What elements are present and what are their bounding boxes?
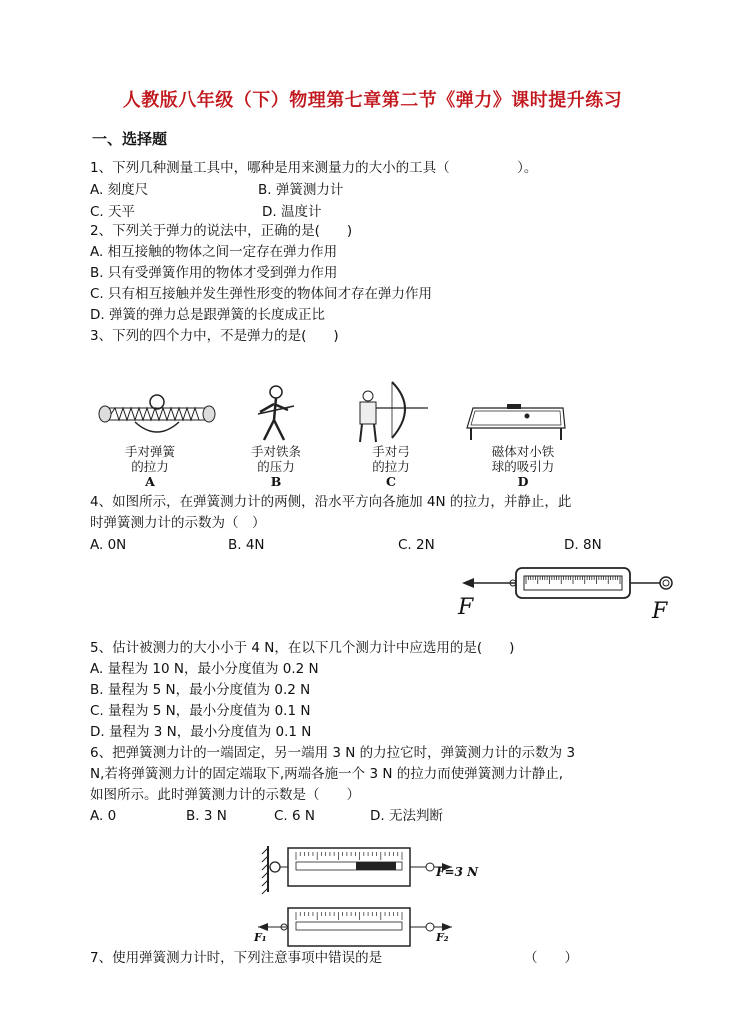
q6-f2-label: F₂ — [436, 931, 449, 944]
q5-option-c: C. 量程为 5 N，最小分度值为 0.1 N — [90, 703, 311, 719]
q6-option-a: A. 0 — [90, 808, 117, 824]
figure-b-press-iron — [252, 384, 300, 444]
figure-q6-spring-scales — [256, 842, 486, 948]
q6-option-d: D. 无法判断 — [370, 808, 443, 824]
q1-option-a: A. 刻度尺 — [90, 182, 149, 198]
q4-force-left-label: F — [458, 595, 474, 620]
q5-stem: 5、估计被测力的大小小于 4 N，在以下几个测力计中应选用的是( ) — [90, 640, 515, 656]
q4-stem-line1: 4、如图所示，在弹簧测力计的两侧，沿水平方向各施加 4N 的拉力，并静止，此 — [90, 494, 572, 510]
q6-force-label: F=3 N — [436, 865, 479, 879]
q5-option-d: D. 量程为 3 N，最小分度值为 0.1 N — [90, 724, 312, 740]
q4-force-right-label: F — [652, 599, 668, 624]
q3-caption-a: 手对弹簧 的拉力 A — [124, 444, 175, 489]
q7-stem: 7、使用弹簧测力计时，下列注意事项中错误的是 — [90, 950, 383, 966]
q2-option-c: C. 只有相互接触并发生弹性形变的物体间才存在弹力作用 — [90, 286, 433, 302]
figure-a-spring-stretch — [95, 392, 220, 447]
figure-q4-spring-scale — [458, 562, 678, 624]
q4-stem-line2: 时弹簧测力计的示数为（ ） — [90, 515, 266, 531]
q6-option-c: C. 6 N — [274, 808, 315, 824]
q6-stem-line2: N,若将弹簧测力计的固定端取下,两端各施一个 3 N 的拉力而使弹簧测力计静止, — [90, 766, 564, 782]
q1-option-d: D. 温度计 — [262, 204, 322, 220]
figure-c-pull-bow — [350, 378, 430, 444]
section-heading: 一、选择题 — [92, 130, 168, 148]
q6-option-b: B. 3 N — [186, 808, 227, 824]
q3-caption-d: 磁体对小铁 球的吸引力 D — [491, 444, 555, 489]
q5-option-b: B. 量程为 5 N，最小分度值为 0.2 N — [90, 682, 311, 698]
q6-f1-label: F₁ — [254, 931, 267, 944]
q6-stem-line3: 如图所示。此时弹簧测力计的示数是（ ） — [90, 787, 360, 803]
q3-caption-c: 手对弓 的拉力 C — [372, 444, 410, 489]
q6-stem-line1: 6、把弹簧测力计的一端固定，另一端用 3 N 的力拉它时，弹簧测力计的示数为 3 — [90, 745, 576, 761]
q5-option-a: A. 量程为 10 N，最小分度值为 0.2 N — [90, 661, 319, 677]
q2-stem: 2、下列关于弹力的说法中，正确的是( ) — [90, 223, 353, 239]
q4-option-d: D. 8N — [564, 537, 602, 553]
q2-option-d: D. 弹簧的弹力总是跟弹簧的长度成正比 — [90, 307, 325, 323]
q1-stem: 1、下列几种测量工具中，哪种是用来测量力的大小的工具（ ）。 — [90, 160, 538, 176]
q3-caption-b: 手对铁条 的压力 B — [250, 444, 301, 489]
q1-option-c: C. 天平 — [90, 204, 136, 220]
q4-option-a: A. 0N — [90, 537, 127, 553]
q4-option-b: B. 4N — [228, 537, 265, 553]
page-title: 人教版八年级（下）物理第七章第二节《弹力》课时提升练习 — [122, 90, 623, 111]
q4-option-c: C. 2N — [398, 537, 435, 553]
figure-d-magnet-ball — [465, 398, 570, 444]
q1-option-b: B. 弹簧测力计 — [258, 182, 344, 198]
q2-option-a: A. 相互接触的物体之间一定存在弹力作用 — [90, 244, 338, 260]
q7-answer-paren: （ ） — [524, 950, 578, 966]
q2-option-b: B. 只有受弹簧作用的物体才受到弹力作用 — [90, 265, 338, 281]
q3-stem: 3、下列的四个力中，不是弹力的是( ) — [90, 328, 339, 344]
